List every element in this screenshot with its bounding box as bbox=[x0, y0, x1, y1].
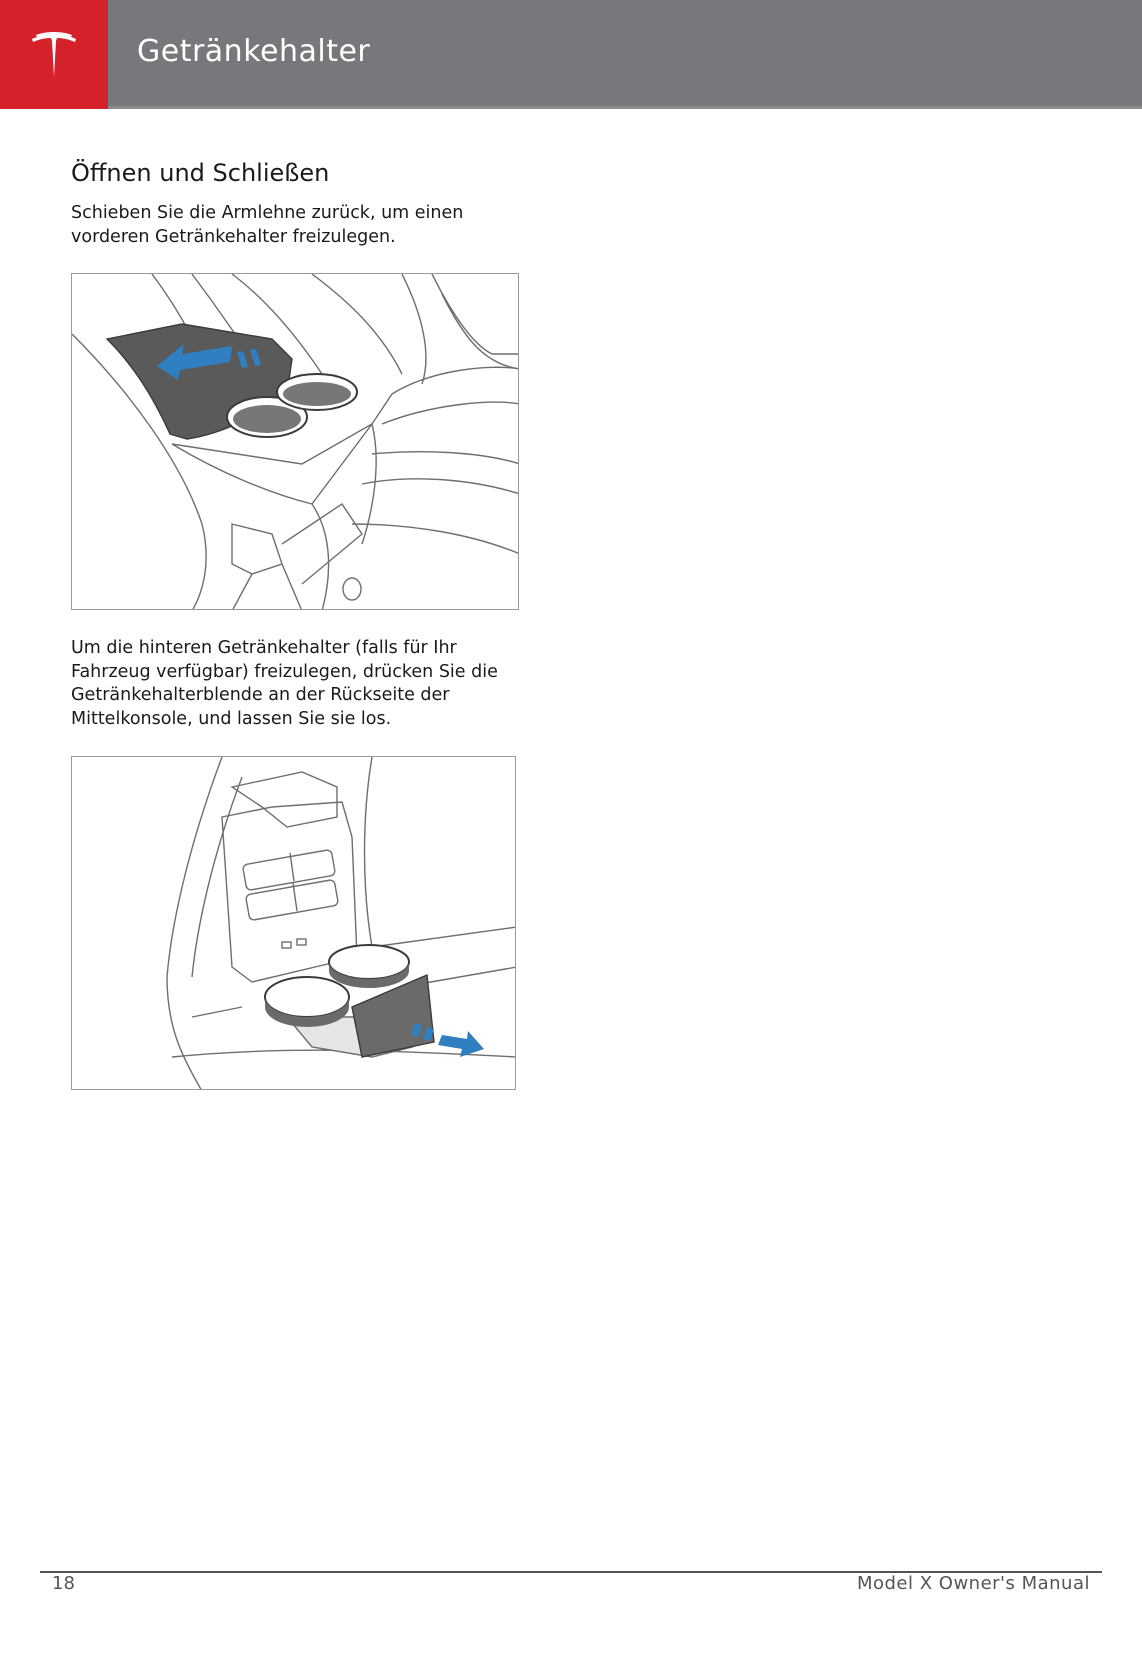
front-cupholder-illustration bbox=[71, 273, 519, 610]
header-divider bbox=[108, 106, 1142, 109]
brand-logo-block bbox=[0, 0, 108, 109]
page-number: 18 bbox=[52, 1573, 75, 1594]
instruction-paragraph-front: Schieben Sie die Armlehne zurück, um einen vorderen Getränkehalter freizulegen. bbox=[71, 203, 464, 247]
tesla-t-logo-icon bbox=[26, 27, 82, 83]
page-title: Getränkehalter bbox=[137, 34, 371, 69]
instruction-paragraph-rear: Um die hinteren Getränkehalter (falls für Ihr Fahrzeug verfügbar) freizulegen, drücken Sie die Getränkehalterblende an der Rückseite der Mittelkonsole, und lassen Sie sie los. bbox=[71, 638, 498, 729]
rear-cupholder-illustration bbox=[71, 756, 516, 1090]
manual-title: Model X Owner's Manual bbox=[856, 1573, 1090, 1594]
page-header bbox=[0, 0, 1142, 109]
section-title: Öffnen und Schließen bbox=[71, 159, 330, 187]
